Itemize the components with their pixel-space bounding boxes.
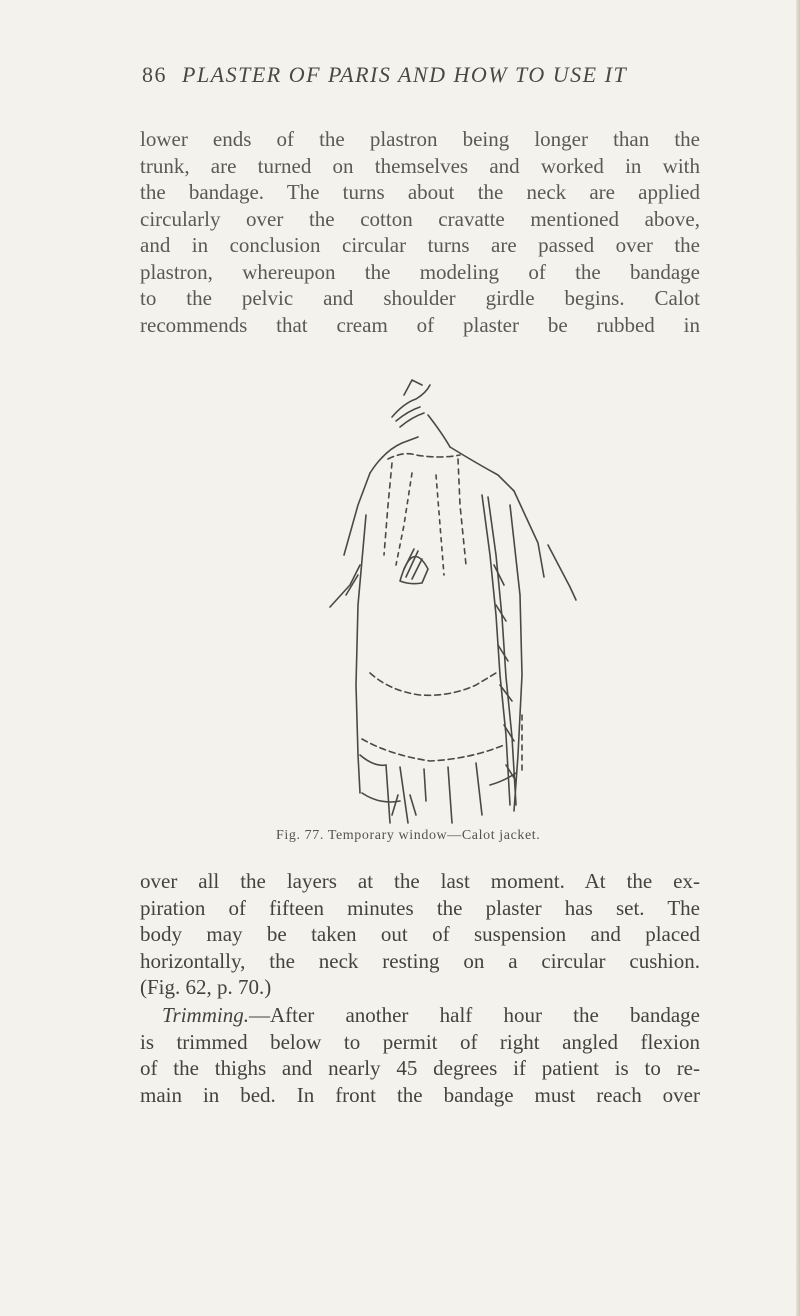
figure-caption: Fig. 77. Temporary window—Calot jacket.	[276, 828, 541, 843]
paragraph-1	[140, 126, 700, 338]
text-line: plastron, whereupon the modeling of the bandage	[140, 259, 700, 284]
text-line: is trimmed below to permit of right angled flexion	[140, 1029, 700, 1054]
running-head	[142, 62, 742, 88]
paragraph-2	[140, 868, 700, 1001]
text-line: to the pelvic and shoulder girdle begins. Calot	[140, 286, 700, 310]
window-outline	[388, 454, 460, 459]
paragraph-3	[140, 1002, 700, 1108]
text-line: piration of fifteen minutes the plaster has set. The	[140, 895, 700, 920]
text-line: main in bed. In front the bandage must reach over	[140, 1082, 700, 1107]
text-line: lower ends of the plastron being longer than the	[140, 127, 700, 151]
neck-outline	[404, 380, 422, 395]
text-line: (Fig. 62, p. 70.)	[140, 975, 272, 999]
text-line: the bandage. The turns about the neck are applied	[140, 180, 700, 204]
page-number: 86	[142, 62, 167, 87]
text-line: of the thighs and nearly 45 degrees if patient is to re-	[140, 1056, 700, 1080]
page-edge	[796, 0, 800, 1316]
lower-window	[370, 673, 496, 695]
text-line	[140, 1002, 700, 1029]
jacket-right-side	[510, 505, 522, 811]
text-line: horizontally, the neck resting on a circular cushion.	[140, 948, 700, 973]
text-line: circularly over the cotton cravatte mentioned above,	[140, 206, 700, 231]
calot-jacket-illustration	[300, 355, 600, 825]
left-shoulder	[370, 437, 418, 473]
jacket-left-side	[356, 515, 366, 793]
text-line: and in conclusion circular turns are passed over the	[140, 233, 700, 257]
text-line: body may be taken out of suspension and placed	[140, 922, 700, 946]
text-line: over all the layers at the last moment. At the ex-	[140, 869, 700, 893]
heading-continuation: —After another half hour the bandage	[248, 1003, 700, 1027]
running-head-title: PLASTER OF PARIS AND HOW TO USE IT	[182, 62, 628, 87]
section-heading: Trimming.	[162, 1003, 249, 1027]
text-line: recommends that cream of plaster be rubbed in	[140, 312, 700, 337]
text-line: trunk, are turned on themselves and worked in with	[140, 153, 700, 178]
